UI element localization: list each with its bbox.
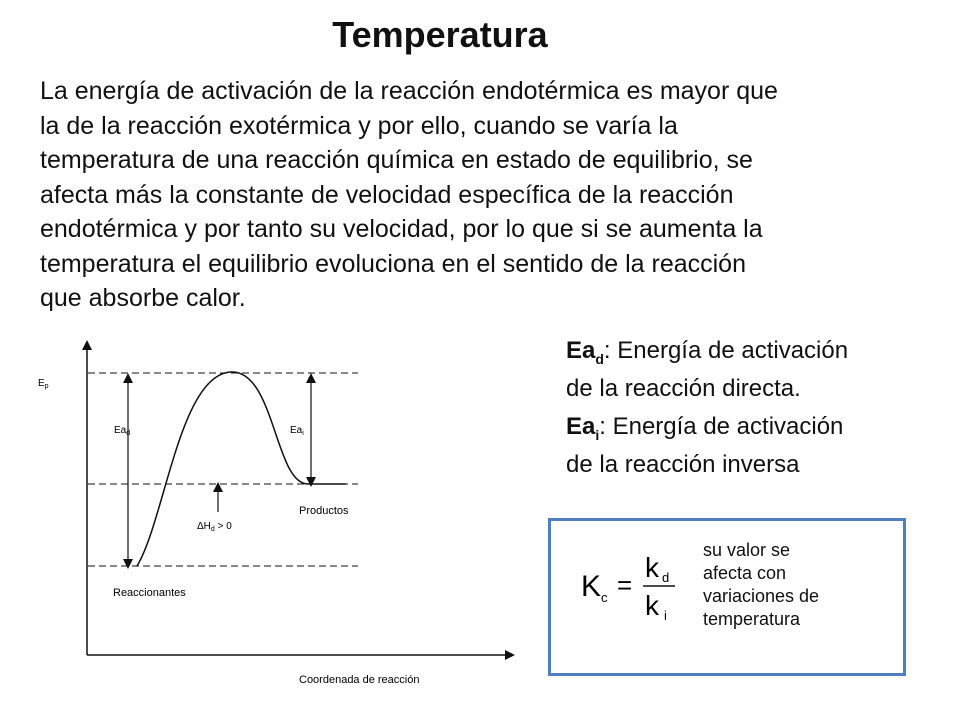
energy-curve	[137, 372, 346, 566]
ea-i-label: $Ea_i$	[290, 425, 304, 437]
paragraph-line: temperatura el equilibrio evoluciona en el sentido de la reacción	[40, 249, 746, 278]
y-axis-label: $E_p$	[38, 378, 49, 390]
ea-d-label: $Ea_d$	[114, 425, 131, 437]
paragraph-line: La energía de activación de la reacción endotérmica es mayor que	[40, 77, 778, 105]
svg-text:c: c	[601, 590, 608, 605]
kc-equation	[551, 521, 701, 671]
svg-text:k: k	[645, 590, 659, 621]
reactants-label: Reaccionantes	[113, 587, 186, 599]
paragraph-line: temperatura de una reacción química en estado de equilibrio, se	[40, 146, 753, 174]
legend-direct-text2: de la reacción directa.	[566, 374, 801, 402]
legend-inverse-text: : Energía de activación	[599, 413, 844, 440]
products-label: Productos	[299, 505, 349, 517]
equilibrium-constant-box	[548, 518, 906, 676]
svg-text:K: K	[581, 570, 602, 603]
legend-inverse-symbol: $Ea_i$	[566, 413, 600, 443]
legend-direct-symbol: $Ea_d$	[566, 337, 604, 367]
paragraph-line: afecta más la constante de velocidad específica de la reacción	[40, 180, 734, 209]
legend-direct	[566, 336, 848, 404]
legend-direct-text: : Energía de activación	[603, 337, 849, 364]
paragraph-line: endotérmica y por tanto su velocidad, por lo que si se aumenta la	[40, 215, 763, 243]
svg-text:d: d	[662, 570, 670, 585]
svg-text:i: i	[664, 608, 667, 623]
paragraph-line: que absorbe calor.	[40, 284, 246, 312]
x-axis-label: Coordenada de reacción	[299, 674, 420, 686]
kc-note: su valor se afecta con variaciones de temperatura	[703, 540, 820, 629]
svg-text:k: k	[645, 552, 659, 583]
delta-h-label: $\Delta H_d > 0$	[197, 521, 232, 533]
svg-text:=: =	[617, 570, 633, 600]
slide-title: Temperatura	[332, 14, 548, 55]
legend-inverse	[566, 412, 843, 480]
paragraph-line: la de la reacción exotérmica y por ello, cuando se varía la	[40, 111, 678, 140]
legend-inverse-text2: de la reacción inversa	[566, 450, 800, 478]
